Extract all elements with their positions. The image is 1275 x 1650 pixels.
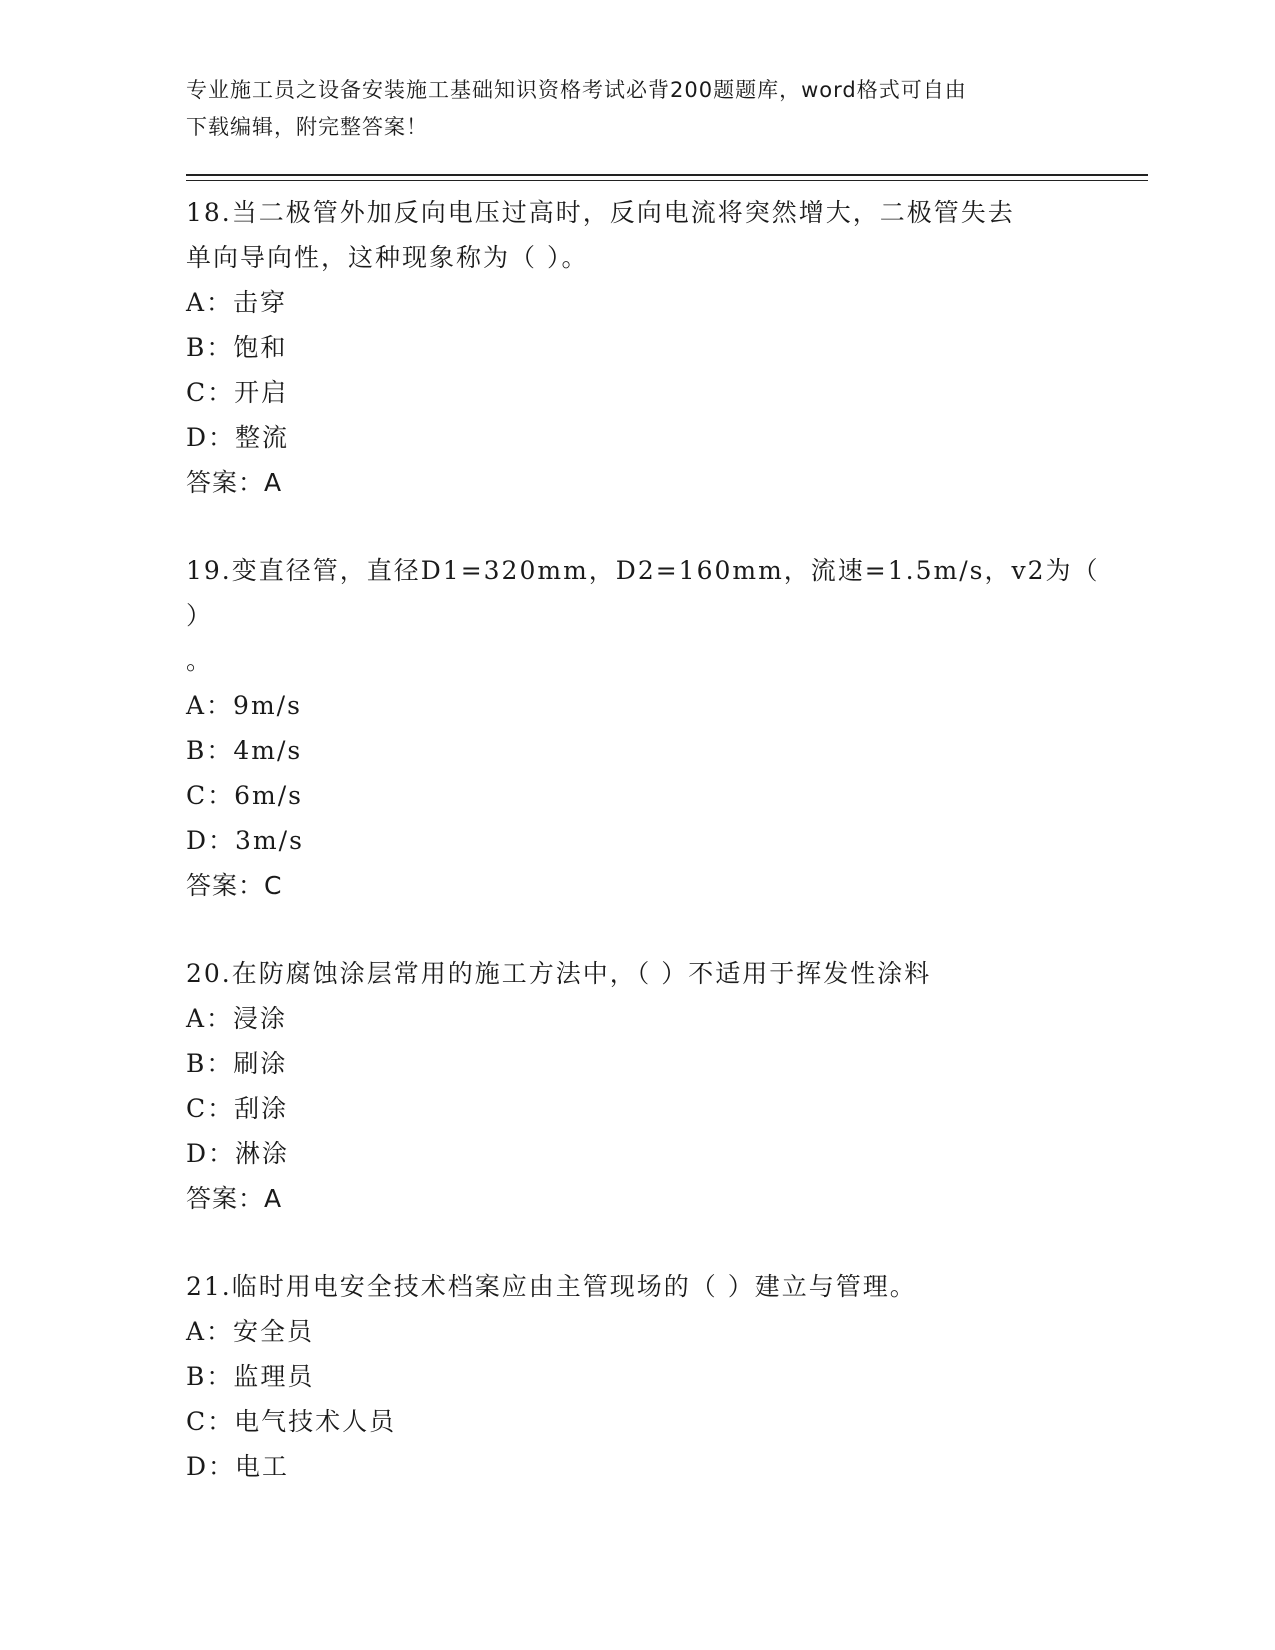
question-stem: 。 xyxy=(186,646,214,675)
answer-line: 答案：A xyxy=(186,1184,283,1213)
option-a: A：浸涂 xyxy=(186,1004,288,1033)
question-stem: 19.变直径管，直径D1=320mm，D2=160mm，流速=1.5m/s，v2为（ ） xyxy=(186,556,1100,630)
header-divider-thin xyxy=(186,180,1148,181)
question-20 xyxy=(186,951,1106,1221)
option-d: D：3m/s xyxy=(186,826,304,855)
question-18 xyxy=(186,190,1106,505)
document-header xyxy=(186,72,1086,146)
option-a: A：9m/s xyxy=(186,691,302,720)
option-b: B：监理员 xyxy=(186,1362,315,1391)
option-d: D：电工 xyxy=(186,1452,290,1481)
question-stem: 18.当二极管外加反向电压过高时，反向电流将突然增大，二极管失去 xyxy=(186,198,1015,227)
option-c: C：电气技术人员 xyxy=(186,1407,397,1436)
option-b: B：4m/s xyxy=(186,736,303,765)
option-a: A：击穿 xyxy=(186,288,288,317)
question-spacer xyxy=(186,505,1106,548)
answer-line: 答案：A xyxy=(186,468,283,497)
option-d: D：淋涂 xyxy=(186,1139,290,1168)
option-b: B：饱和 xyxy=(186,333,288,362)
option-c: C：6m/s xyxy=(186,781,303,810)
answer-line: 答案：C xyxy=(186,871,283,900)
question-19 xyxy=(186,548,1106,908)
question-stem: 21.临时用电安全技术档案应由主管现场的（ ）建立与管理。 xyxy=(186,1272,917,1301)
question-spacer xyxy=(186,1221,1106,1264)
question-stem: 20.在防腐蚀涂层常用的施工方法中，（ ）不适用于挥发性涂料 xyxy=(186,959,932,988)
option-c: C：开启 xyxy=(186,378,289,407)
option-c: C：刮涂 xyxy=(186,1094,289,1123)
header-line-2: 下载编辑，附完整答案！ xyxy=(186,115,428,139)
question-list xyxy=(186,190,1106,1489)
option-a: A：安全员 xyxy=(186,1317,315,1346)
option-d: D：整流 xyxy=(186,423,290,452)
header-divider-thick xyxy=(186,174,1148,176)
question-stem: 单向导向性，这种现象称为（ ）。 xyxy=(186,243,589,272)
question-21 xyxy=(186,1264,1106,1489)
question-spacer xyxy=(186,908,1106,951)
header-line-1: 专业施工员之设备安装施工基础知识资格考试必背200题题库，word格式可自由 xyxy=(186,78,967,102)
option-b: B：刷涂 xyxy=(186,1049,288,1078)
